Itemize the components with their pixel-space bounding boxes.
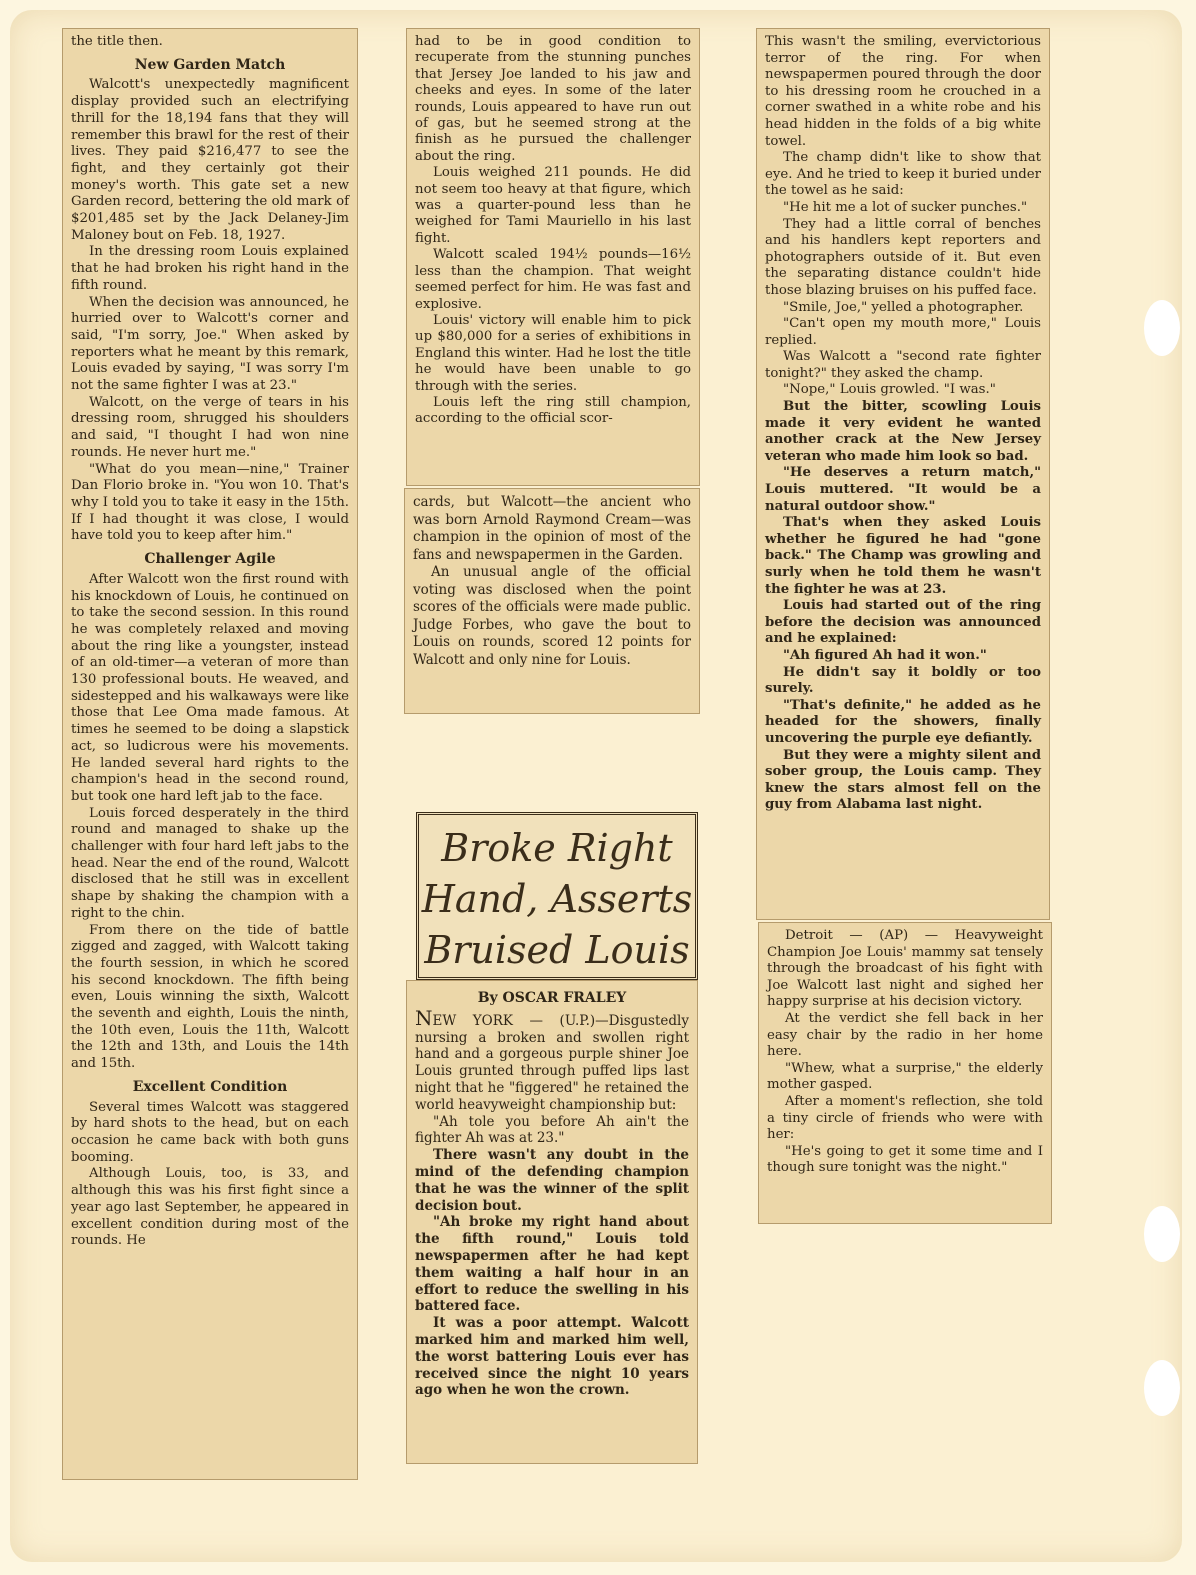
article-text: "He hit me a lot of sucker punches.": [783, 199, 1028, 215]
article-text: After a moment's reflection, she told a tiny circle of friends who were with her:: [767, 1093, 1043, 1143]
article-text: Walcott, on the verge of tears in his dressing room, shrugged his shoulders and said, "I thought I had won nine rounds. He never hurt me.": [71, 394, 349, 460]
binder-hole-middle: [1144, 1206, 1180, 1262]
article-text: "Nope," Louis growled. "I was.": [783, 382, 996, 398]
article-text: EW YORK — (U.P.)—Disgustedly nursing a broken and swollen right hand and a gorgeous purple shiner Joe Louis grunted through puffed lips last night that he "figgered" he retained the world heavyweight championship but:: [415, 1012, 689, 1113]
article-text: They had a little corral of benches and his handlers kept reporters and photographers outside of it. But even the separating distance couldn't hide those blazing bruises on his puffed face.: [765, 216, 1041, 298]
article-text: It was a poor attempt. Walcott marked him and marked him well, the worst battering Louis ever has received since the night 10 years ago when he won the crown.: [415, 1315, 689, 1399]
subheading-challenger-agile: Challenger Agile: [144, 551, 276, 568]
article-text: Louis forced desperately in the third round and managed to shake up the challenger with four hard left jabs to the head. Near the end of the round, Walcott disclosed that he still was in excellent shape by shaking the champion with a right to the chin.: [71, 805, 349, 921]
article-text: "Whew, what a surprise," the elderly mother gasped.: [767, 1060, 1043, 1093]
binder-hole-bottom: [1144, 1360, 1180, 1416]
byline: By OSCAR FRALEY: [477, 990, 627, 1006]
subheading-new-garden-match: New Garden Match: [134, 56, 286, 73]
article-text: had to be in good condition to recuperate from the stunning punches that Jersey Joe landed to his jaw and cheeks and eyes. In some of the later rounds, Louis appeared to have run out of gas, but he seemed strong at the finish as he pursued the challenger about the ring.: [415, 34, 691, 164]
headline-box: [416, 812, 698, 980]
clipping-column-2-story: [406, 980, 698, 1464]
headline-line-1: Broke Right: [441, 826, 673, 870]
clipping-column-2-middle: [404, 488, 700, 714]
article-text: That's when they asked Louis whether he figured he had "gone back." The Champ was growling and surly when he told them he wasn't the fighter he was at 23.: [765, 515, 1041, 597]
clipping-column-2-top: [406, 28, 700, 486]
article-text: the title then.: [71, 34, 163, 49]
article-lead: [415, 1005, 689, 1114]
article-text: There wasn't any doubt in the mind of the defending champion that he was the winner of the split decision bout.: [415, 1147, 689, 1214]
article-text: "What do you mean—nine," Trainer Dan Florio broke in. "You won 10. That's why I told you to take it easy in the 15th. If I had thought it was close, I would have told you to keep after him.": [71, 461, 349, 544]
article-text: Was Walcott a "second rate fighter tonight?" they asked the champ.: [765, 349, 1041, 381]
article-text: Louis weighed 211 pounds. He did not seem too heavy at that figure, which was a quarter-pound less than he weighed for Tami Mauriello in his last fight.: [415, 165, 691, 246]
article-text: At the verdict she fell back in her easy chair by the radio in her home here.: [767, 1010, 1043, 1060]
clipping-column-3-bottom: [758, 922, 1052, 1224]
article-text: In the dressing room Louis explained that he had broken his right hand in the fifth round.: [71, 244, 349, 293]
article-text: "He deserves a return match," Louis muttered. "It would be a natural outdoor show.": [765, 465, 1041, 514]
article-text: Several times Walcott was staggered by hard shots to the head, but on each occasion he came back with both guns booming.: [71, 1099, 349, 1165]
clipping-column-1: [62, 28, 358, 1480]
article-text: Louis left the ring still champion, according to the official scor-: [415, 394, 691, 427]
headline-line-2: Hand, Asserts: [421, 877, 693, 921]
article-text: Detroit — (AP) — Heavyweight Champion Joe Louis' mammy sat tensely through the broadcast of his fight with Joe Walcott last night and sighed her happy surprise at his decision victory.: [767, 928, 1043, 1010]
article-text: But the bitter, scowling Louis made it very evident he wanted another crack at the New Jersey veteran who made him look so bad.: [765, 399, 1041, 464]
article-text: "That's definite," he added as he headed for the showers, finally uncovering the purple eye defiantly.: [765, 697, 1041, 746]
binder-hole-top: [1144, 300, 1180, 356]
article-text: Although Louis, too, is 33, and although this was his first fight since a year ago last September, he appeared in excellent condition during most of the rounds. He: [71, 1166, 349, 1249]
article-text: An unusual angle of the official voting was disclosed when the point scores of the officials were made public. Judge Forbes, who gave the bout to Louis on rounds, scored 12 points for Walcott and only nine for Louis.: [413, 564, 691, 668]
article-text: cards, but Walcott—the ancient who was born Arnold Raymond Cream—was champion in the opinion of most of the fans and newspapermen in the Garden.: [413, 494, 691, 563]
article-text: Louis' victory will enable him to pick up $80,000 for a series of exhibitions in England this winter. Had he lost the title he would have been unable to go through with the series.: [415, 312, 691, 394]
article-text: "Ah broke my right hand about the fifth round," Louis told newspapermen after he had kept them waiting a half hour in an effort to reduce the swelling in his battered face.: [415, 1214, 689, 1315]
article-text: When the decision was announced, he hurried over to Walcott's corner and said, "I'm sorry, Joe." When asked by reporters what he meant by this remark, Louis evaded by saying, "I was sorry I'm not the same fighter I was at 23.": [71, 294, 349, 394]
article-text: This wasn't the smiling, evervictorious terror of the ring. For when newspapermen poured through the door to his dressing room he crouched in a corner swathed in a white robe and his head hidden in the folds of a big white towel.: [765, 34, 1041, 149]
article-text: "Smile, Joe," yelled a photographer.: [783, 299, 1024, 315]
article-text: "Ah tole you before Ah ain't the fighter Ah was at 23.": [415, 1113, 689, 1147]
article-text: He didn't say it boldly or too surely.: [765, 664, 1041, 697]
article-text: Louis had started out of the ring before the decision was announced and he explained:: [765, 598, 1041, 647]
article-text: After Walcott won the first round with his knockdown of Louis, he continued on to take the second session. In this round he was completely relaxed and moving about the ring like a youngster, instead of an old-timer—a veteran of more than 130 professional bouts. He weaved, and sidestepped and his walkaways were like those that Lee Oma made famous. At times he seemed to be doing a slapstick act, so ludicrous were his movements. He landed several hard rights to the champion's head in the second round, but took one hard left jab to the face.: [71, 571, 349, 804]
article-text: But they were a mighty silent and sober group, the Louis camp. They knew the stars almost fell on the guy from Alabama last night.: [765, 747, 1041, 813]
article-text: The champ didn't like to show that eye. And he tried to keep it buried under the towel as he said:: [765, 150, 1041, 199]
article-text: "He's going to get it some time and I though sure tonight was the night.": [767, 1143, 1043, 1176]
headline-line-3: Bruised Louis: [424, 928, 690, 972]
article-text: From there on the tide of battle zigged and zagged, with Walcott taking the fourth session, in which he scored his second knockdown. The fifth being even, Louis winning the sixth, Walcott the seventh and eighth, Louis the ninth, the 10th even, Louis the 11th, Walcott the 12th and 13th, and Louis the 14th and 15th.: [71, 922, 349, 1072]
article-text: "Ah figured Ah had it won.": [783, 647, 987, 663]
article-text: Walcott's unexpectedly magnificent display provided such an electrifying thrill for the 18,194 fans that they will remember this brawl for the rest of their lives. They paid $216,477 to see the fight, and they certainly got their money's worth. This gate set a new Garden record, bettering the old mark of $201,485 set by the Jack Delaney-Jim Maloney bout on Feb. 18, 1927.: [71, 77, 349, 243]
article-text: Walcott scaled 194½ pounds—16½ less than the champion. That weight seemed perfect for him. He was fast and explosive.: [415, 247, 691, 312]
drop-cap: N: [415, 1005, 433, 1030]
article-text: "Can't open my mouth more," Louis replied.: [765, 316, 1041, 348]
clipping-column-3-top: [756, 28, 1050, 920]
subheading-excellent-condition: Excellent Condition: [132, 1078, 288, 1095]
